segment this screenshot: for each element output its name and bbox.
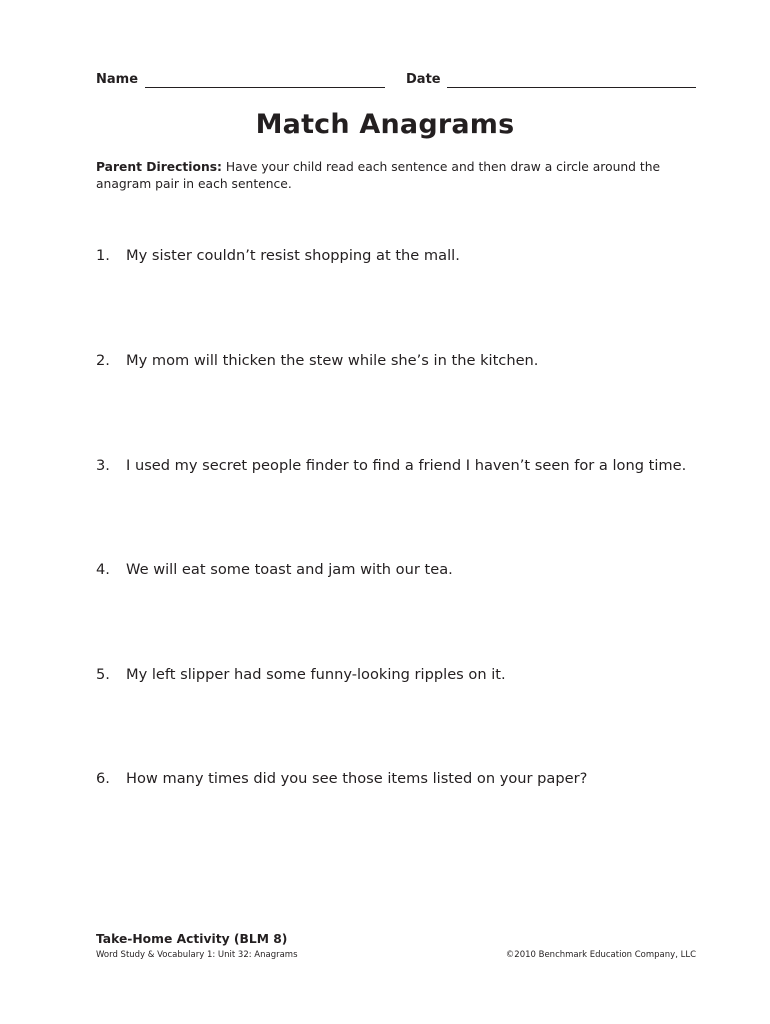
question-item (96, 454, 696, 478)
directions-label: Parent Directions: (96, 160, 222, 174)
parent-directions (96, 159, 696, 193)
question-text: My left slipper had some funny-looking ripples on it. (126, 666, 506, 683)
question-item (96, 244, 696, 268)
page-title: Match Anagrams (255, 109, 515, 140)
question-item (96, 349, 696, 373)
date-field[interactable] (447, 87, 696, 88)
question-number: 2. (96, 352, 110, 369)
name-field[interactable] (145, 87, 385, 88)
question-number: 4. (96, 561, 110, 578)
question-number: 6. (96, 770, 110, 787)
header-row (96, 72, 696, 90)
question-number: 3. (96, 457, 110, 474)
question-item (96, 558, 696, 582)
question-item (96, 767, 696, 791)
question-text: We will eat some toast and jam with our tea. (126, 561, 453, 578)
question-number: 1. (96, 247, 110, 264)
question-text: My sister couldn’t resist shopping at the mall. (126, 247, 460, 264)
question-text: How many times did you see those items listed on your paper? (126, 770, 588, 787)
date-label: Date (406, 72, 441, 87)
question-text: I used my secret people finder to find a friend I haven’t seen for a long time. (126, 457, 687, 474)
name-label: Name (96, 72, 139, 87)
question-text: My mom will thicken the stew while she’s in the kitchen. (126, 352, 539, 369)
question-number: 5. (96, 666, 110, 683)
footer-copyright: ©2010 Benchmark Education Company, LLC (505, 950, 696, 960)
footer-course-info: Word Study & Vocabulary 1: Unit 32: Anagrams (96, 950, 298, 960)
footer-activity-title: Take-Home Activity (BLM 8) (96, 932, 288, 946)
directions-text: Have your child read each sentence and then draw a circle around the anagram pair in each sentence. (96, 160, 661, 191)
question-item (96, 663, 696, 687)
